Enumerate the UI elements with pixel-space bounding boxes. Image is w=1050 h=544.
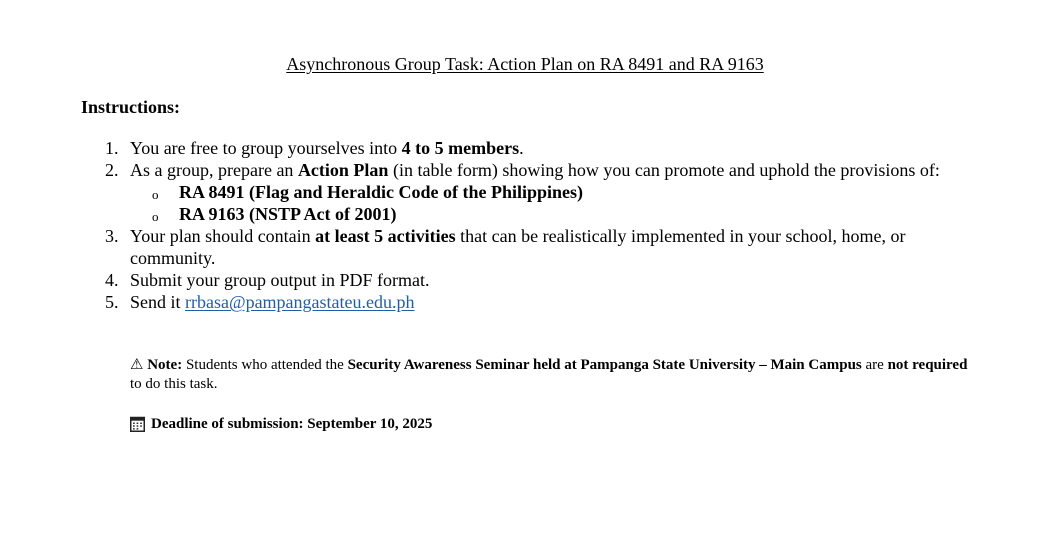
email-link[interactable]: rrbasa@pampangastateu.edu.ph — [185, 292, 415, 312]
instruction-list — [81, 137, 981, 313]
step-number: 4. — [105, 270, 119, 290]
step-number: 2. — [105, 160, 119, 180]
step-emphasis: Action Plan — [297, 160, 389, 180]
step-number: 1. — [105, 138, 119, 158]
instruction-step-4 — [81, 269, 981, 291]
deadline-text: Deadline of submission: September 10, 2025 — [151, 416, 433, 432]
instruction-step-2 — [81, 159, 981, 225]
step-number: 5. — [105, 292, 119, 312]
note-text: are — [861, 357, 888, 373]
circle-bullet-icon: o — [152, 187, 159, 202]
note-paragraph — [130, 356, 970, 394]
instruction-step-3 — [81, 225, 981, 269]
document-title: Asynchronous Group Task: Action Plan on RA 8491 and RA 9163 — [286, 54, 764, 74]
law-item-ra9163 — [130, 203, 981, 225]
instruction-step-1 — [81, 137, 981, 159]
note-label: Note: — [147, 357, 183, 373]
step-emphasis: at least 5 activities — [315, 226, 456, 246]
step-emphasis: 4 to 5 members — [401, 138, 520, 158]
law-list — [130, 181, 981, 225]
step-text: (in table form) showing how you can promote and uphold the provisions of: — [388, 160, 940, 180]
instructions-heading: Instructions: — [81, 97, 181, 117]
note-emphasis: not required — [887, 357, 968, 373]
instruction-step-5 — [81, 291, 981, 313]
note-text: Students who attended the — [182, 357, 348, 373]
step-text: Submit your group output in PDF format. — [130, 270, 430, 290]
circle-bullet-icon: o — [152, 209, 159, 224]
step-text: As a group, prepare an — [130, 160, 298, 180]
step-text: . — [519, 138, 524, 158]
warning-icon: ⚠ — [130, 357, 144, 373]
law-item-label: RA 9163 (NSTP Act of 2001) — [179, 204, 397, 224]
note-text: to do this task. — [130, 376, 218, 392]
step-text: You are free to group yourselves into — [130, 138, 402, 158]
note-emphasis: Security Awareness Seminar held at Pampanga State University – Main Campus — [347, 357, 862, 373]
step-text: Send it — [130, 292, 186, 312]
step-text: that can be realistically implemented in your school, home, or community. — [130, 226, 906, 268]
step-number: 3. — [105, 226, 119, 246]
calendar-icon — [130, 416, 145, 432]
law-item-label: RA 8491 (Flag and Heraldic Code of the Philippines) — [179, 182, 584, 202]
law-item-ra8491 — [130, 181, 981, 203]
step-text: Your plan should contain — [130, 226, 316, 246]
deadline-line — [130, 414, 432, 434]
